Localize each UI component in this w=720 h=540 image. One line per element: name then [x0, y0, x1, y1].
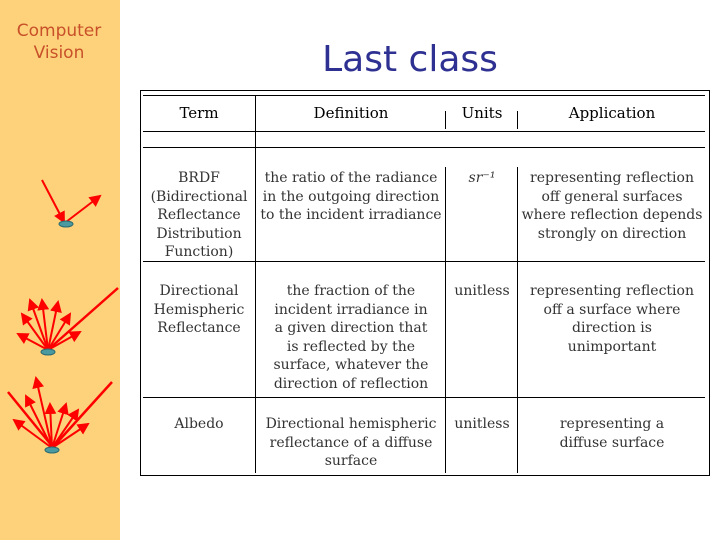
header-application: Application — [568, 104, 656, 122]
table-top-rule — [143, 95, 705, 96]
sidebar — [0, 0, 120, 540]
albedo-diagram-icon — [8, 378, 112, 453]
table-header-rule — [143, 131, 705, 132]
directional-hemispheric-diagram-icon — [18, 288, 118, 355]
cell-term-dhr: Directional Hemispheric Reflectance — [153, 283, 245, 336]
reflection-diagrams — [0, 160, 120, 460]
table-col-divider — [517, 261, 518, 397]
reflectance-terms-table — [140, 90, 710, 476]
cell-application-albedo: representing a diffuse surface — [559, 416, 665, 451]
cell-units-dhr: unitless — [454, 283, 510, 299]
table-col-divider — [517, 111, 518, 129]
header-definition: Definition — [313, 104, 389, 122]
table-row-divider — [143, 397, 705, 398]
table-header-rule-2 — [143, 147, 705, 148]
slide-title: Last class — [322, 39, 498, 80]
table-col-divider — [445, 111, 446, 129]
cell-definition-dhr: the fraction of the incident irradiance in a given direction that is reflected by the surface, whatever the direction of reflection — [273, 283, 429, 392]
cell-definition-albedo: Directional hemispheric reflectance of a diffuse surface — [265, 416, 437, 469]
course-title: Computer Vision — [16, 21, 102, 63]
table-col-divider — [445, 261, 446, 397]
cell-term-albedo: Albedo — [174, 416, 224, 432]
header-term: Term — [179, 104, 219, 122]
cell-definition-brdf: the ratio of the radiance in the outgoing direction to the incident irradiance — [260, 170, 442, 223]
table-col-divider — [445, 167, 446, 263]
cell-application-brdf: representing reflection off general surfaces where reflection depends strongly on direction — [521, 170, 703, 242]
header-units: Units — [461, 104, 503, 122]
cell-units-brdf: sr⁻¹ — [468, 170, 496, 186]
table-col-divider — [517, 167, 518, 263]
cell-units-albedo: unitless — [454, 416, 510, 432]
table-col-divider — [445, 397, 446, 473]
table-col-divider — [517, 397, 518, 473]
cell-term-brdf: BRDF (Bidirectional Reflectance Distribution Function) — [150, 170, 248, 260]
table-col-divider — [255, 95, 256, 473]
cell-application-dhr: representing reflection off a surface where direction is unimportant — [530, 283, 694, 355]
brdf-diagram-icon — [42, 180, 100, 227]
